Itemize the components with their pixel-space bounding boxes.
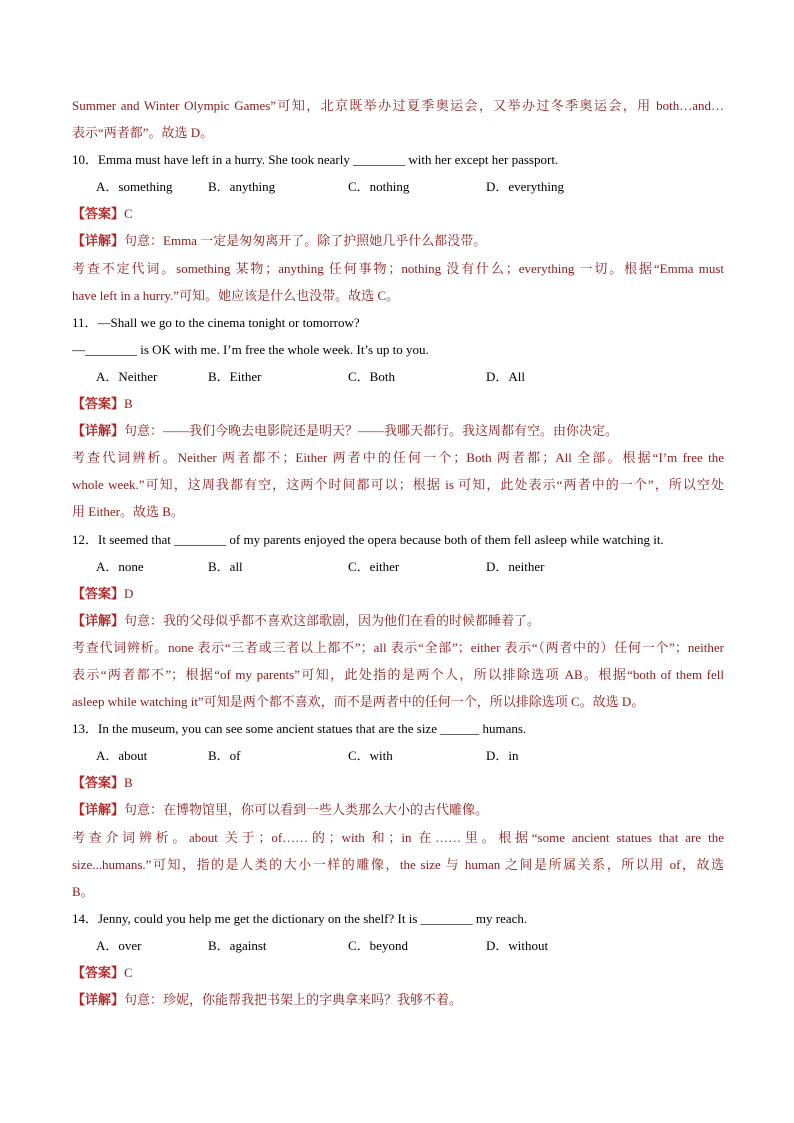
option-d: D．All [486,368,526,384]
detail-explanation-line: 考查代词辨析。none 表示“三者或三者以上都不”；all 表示“全部”；either 表示“（两者中的）任何一个”；neither [72,639,724,655]
option-c: C．nothing [348,179,410,195]
option-a: A．over [96,937,142,953]
options-row [72,553,724,580]
detail-explanation-line: have left in a hurry.”可知。她应该是什么也没带。故选 C。 [72,287,399,303]
detail-tag: 【详解】 [72,423,125,439]
detail-line [72,417,724,444]
answer-value: D [124,585,134,601]
option-b: B．Either [208,368,262,384]
question-item [72,905,724,1013]
answer-tag: 【答案】 [72,585,125,601]
option-c: C．beyond [348,937,408,953]
option-d: D．everything [486,179,564,195]
question-stem: 14．Jenny, could you help me get the dictionary on the shelf? It is ________ my reach. [72,910,528,926]
option-b: B．anything [208,179,276,195]
answer-line [72,200,724,227]
detail-line [72,796,724,823]
answer-value: B [124,396,133,412]
question-stem: 10．Emma must have left in a hurry. She took nearly ________ with her except her passport. [72,152,559,168]
answer-tag: 【答案】 [72,206,125,222]
option-c: C．with [348,748,393,764]
option-d: D．without [486,937,549,953]
option-b: B．of [208,748,241,764]
detail-explanation-line: asleep while watching it”可知是两个都不喜欢，而不是两者中的任何一个，所以排除选项 C。故选 D。 [72,694,645,710]
option-a: A．about [96,748,148,764]
detail-explanation-line: 表示“两者都不”；根据“of my parents”可知，此处指的是两个人，所以排除选项 AB。根据“both of them fell [72,666,724,682]
option-d: D．in [486,748,519,764]
detail-translation: 句意：——我们今晚去电影院还是明天？——我哪天都行。我这周都有空。由你决定。 [124,423,619,439]
question-stem: —________ is OK with me. I’m free the whole week. It’s up to you. [72,341,429,357]
question-stem: 13．In the museum, you can see some ancient statues that are the size ______ humans. [72,721,527,737]
option-d: D．neither [486,558,545,574]
answer-value: C [124,965,133,980]
question-stem: 12．It seemed that ________ of my parents enjoyed the opera because both of them fell asleep while watching it. [72,531,664,547]
question-item [72,715,724,905]
answer-line [72,580,724,607]
option-b: B．against [208,937,267,953]
detail-translation: 句意：在博物馆里，你可以看到一些人类那么大小的古代雕像。 [124,802,489,818]
document-page [72,92,724,1013]
intro-line-1: Summer and Winter Olympic Games”可知，北京既举办过夏季奥运会，又举办过冬季奥运会，用 both…and… [72,98,724,113]
options-row [72,742,724,769]
option-a: A．none [96,558,144,574]
options-row [72,363,724,390]
detail-explanation-line: B。 [72,883,94,899]
detail-line [72,607,724,634]
detail-explanation-line: 用 Either。故选 B。 [72,504,184,520]
question-stem: 11．—Shall we go to the cinema tonight or tomorrow? [72,314,360,330]
detail-explanation-line: size...humans.”可知，指的是人类的大小一样的雕像，the size 与 human 之间是所属关系，所以用 of，故选 [72,856,724,872]
options-row [72,932,724,959]
options-row [72,173,724,200]
question-item [72,146,724,309]
option-c: C．Both [348,368,395,384]
answer-tag: 【答案】 [72,396,125,412]
question-item [72,309,724,526]
detail-line [72,227,724,254]
answer-line [72,769,724,796]
answer-tag: 【答案】 [72,775,125,791]
question-list [72,146,724,1013]
intro-line-2: 表示“两者都”。故选 D。 [72,125,214,141]
detail-tag: 【详解】 [72,233,125,249]
detail-translation: 句意：Emma 一定是匆匆离开了。除了护照她几乎什么都没带。 [124,233,487,249]
detail-explanation-line: 考查代词辨析。Neither 两者都不；Either 两者中的任何一个；Both 两者都；All 全部。根据“I’m free the [72,450,724,466]
answer-line [72,959,724,986]
detail-line [72,986,724,1013]
detail-translation: 句意：珍妮，你能帮我把书架上的字典拿来吗？我够不着。 [124,992,463,1008]
answer-value: C [124,206,133,222]
detail-explanation-line: 考查介词辨析。about 关于；of……的；with 和；in 在……里。根据“some ancient statues that are the [72,829,724,845]
detail-tag: 【详解】 [72,612,125,628]
option-a: A．something [96,179,173,195]
option-c: C．either [348,558,400,574]
detail-tag: 【详解】 [72,992,125,1008]
answer-tag: 【答案】 [72,965,125,980]
detail-tag: 【详解】 [72,802,125,818]
option-b: B．all [208,558,243,574]
option-a: A．Neither [96,368,158,384]
question-item [72,526,724,716]
detail-translation: 句意：我的父母似乎都不喜欢这部歌剧，因为他们在看的时候都睡着了。 [124,612,541,628]
detail-explanation-line: 考查不定代词。something 某物；anything 任何事物；nothing 没有什么；everything 一切。根据“Emma must [72,260,724,276]
detail-explanation-line: whole week.”可知，这周我都有空，这两个时间都可以；根据 is 可知，此处表示“两者中的一个”，所以空处 [72,477,724,493]
answer-value: B [124,775,133,791]
answer-line [72,390,724,417]
